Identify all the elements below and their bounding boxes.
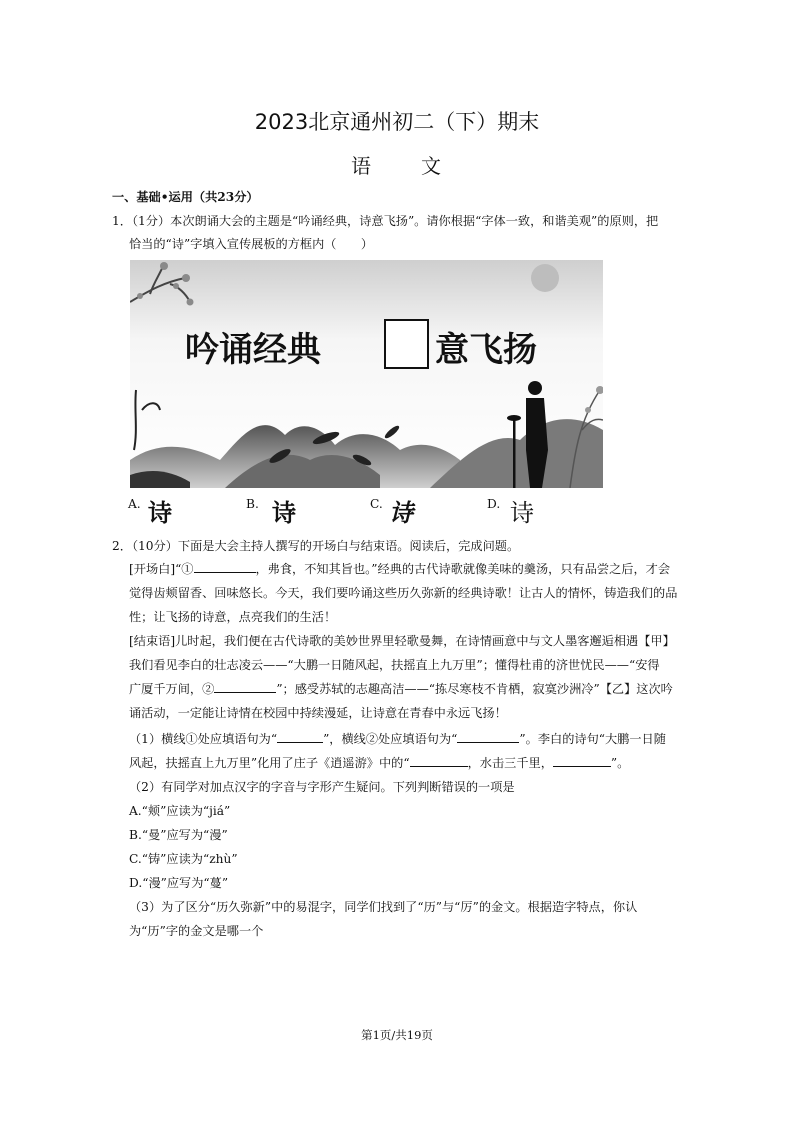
- q2-sub1-line-2: 风起，扶摇直上九万里”化用了庄子《逍遥游》中的“ ，水击三千里， ”。: [129, 756, 630, 770]
- exam-title: 2023北京通州初二（下）期末: [254, 110, 540, 134]
- q1-line-2: 恰当的“诗”字填入宣传展板的方框内（ ）: [129, 237, 374, 251]
- option-d-label: D.: [487, 497, 501, 511]
- blank-1: [194, 560, 256, 573]
- q2-closing-line-1: [结束语]儿时起，我们便在古代诗歌的美妙世界里轻歌曼舞，在诗情画意中与文人墨客邂逅相遇【甲】: [129, 634, 675, 648]
- q2-opening-line-2: 觉得齿颊留香、回味悠长。今天，我们要吟诵这些历久弥新的经典诗歌！让古人的情怀，铸造我们的品: [129, 586, 678, 600]
- blank-4: [457, 730, 519, 743]
- q2-closing-line-4: 诵活动，一定能让诗情在校园中持续漫延，让诗意在青春中永远飞扬！: [129, 706, 507, 720]
- option-c-glyph: 诗: [389, 499, 413, 527]
- q2-sub3-line-2: 为“历”字的金文是哪一个: [129, 924, 264, 938]
- option-b-glyph: 诗: [272, 499, 296, 527]
- option-d-glyph: 诗: [510, 499, 534, 527]
- q2-sub2-option-a: A.“颊”应读为“jiá”: [129, 804, 231, 818]
- subject-char-2: 文: [421, 154, 443, 178]
- q2-intro: 2．（10分）下面是大会主持人撰写的开场白与结束语。阅读后，完成问题。: [112, 539, 520, 553]
- subject-title: [0, 150, 794, 179]
- q2-closing-line-2: 我们看见李白的壮志凌云——“大鹏一日随风起，扶摇直上九万里”；懂得杜甫的济世忧民——“安得: [129, 658, 660, 672]
- moon-shape: [531, 264, 559, 292]
- banner-artwork: [130, 260, 603, 488]
- option-a-glyph: 诗: [148, 499, 172, 527]
- blank-2: [214, 680, 276, 693]
- q2-opening-line-1: [开场白]“① ，弗食，不知其旨也。”经典的古代诗歌就像美味的羹汤，只有品尝之后，才会: [129, 562, 671, 576]
- q2-sub2-option-c: C.“铸”应读为“zhù”: [129, 852, 238, 866]
- banner-slogan-right: 意飞扬: [435, 330, 537, 370]
- blank-6: [553, 754, 611, 767]
- poster-banner-image: [130, 260, 603, 488]
- q2-closing-line-3: 广厦千万间，② ”；感受苏轼的志趣高洁——“拣尽寒枝不肯栖，寂寞沙洲冷”【乙】这次吟: [129, 682, 673, 696]
- blank-3: [277, 730, 323, 743]
- q2-sub2-option-b: B.“曼”应写为“漫”: [129, 828, 228, 842]
- subject-char-1: 语: [351, 154, 373, 178]
- option-c-label: C.: [370, 497, 383, 511]
- section-heading: 一、基础•运用（共23分）: [112, 190, 259, 204]
- q2-opening-line-3: 性；让飞扬的诗意，点亮我们的生活！: [129, 610, 337, 624]
- q2-sub2-question: （2）有同学对加点汉字的字音与字形产生疑问。下列判断错误的一项是: [129, 780, 515, 794]
- q2-sub3-line-1: （3）为了区分“历久弥新”中的易混字，同学们找到了“历”与“厉”的金文。根据造字特点，你认: [129, 900, 638, 914]
- page-footer: 第1页/共19页: [361, 1028, 433, 1042]
- option-b-label: B.: [246, 497, 259, 511]
- blank-answer-box: [385, 320, 428, 368]
- q2-sub2-option-d: D.“漫”应写为“蔓”: [129, 876, 229, 890]
- banner-slogan-left: 吟诵经典: [185, 330, 321, 370]
- blank-5: [410, 754, 468, 767]
- q1-line-1: 1．（1分）本次朗诵大会的主题是“吟诵经典，诗意飞扬”。请你根据“字体一致，和谐美观”的原则，把: [112, 214, 659, 228]
- option-a-label: A.: [128, 497, 141, 511]
- q2-sub1-line-1: （1）横线①处应填语句为“ ”，横线②处应填语句为“ ”。李白的诗句“大鹏一日随: [129, 732, 666, 746]
